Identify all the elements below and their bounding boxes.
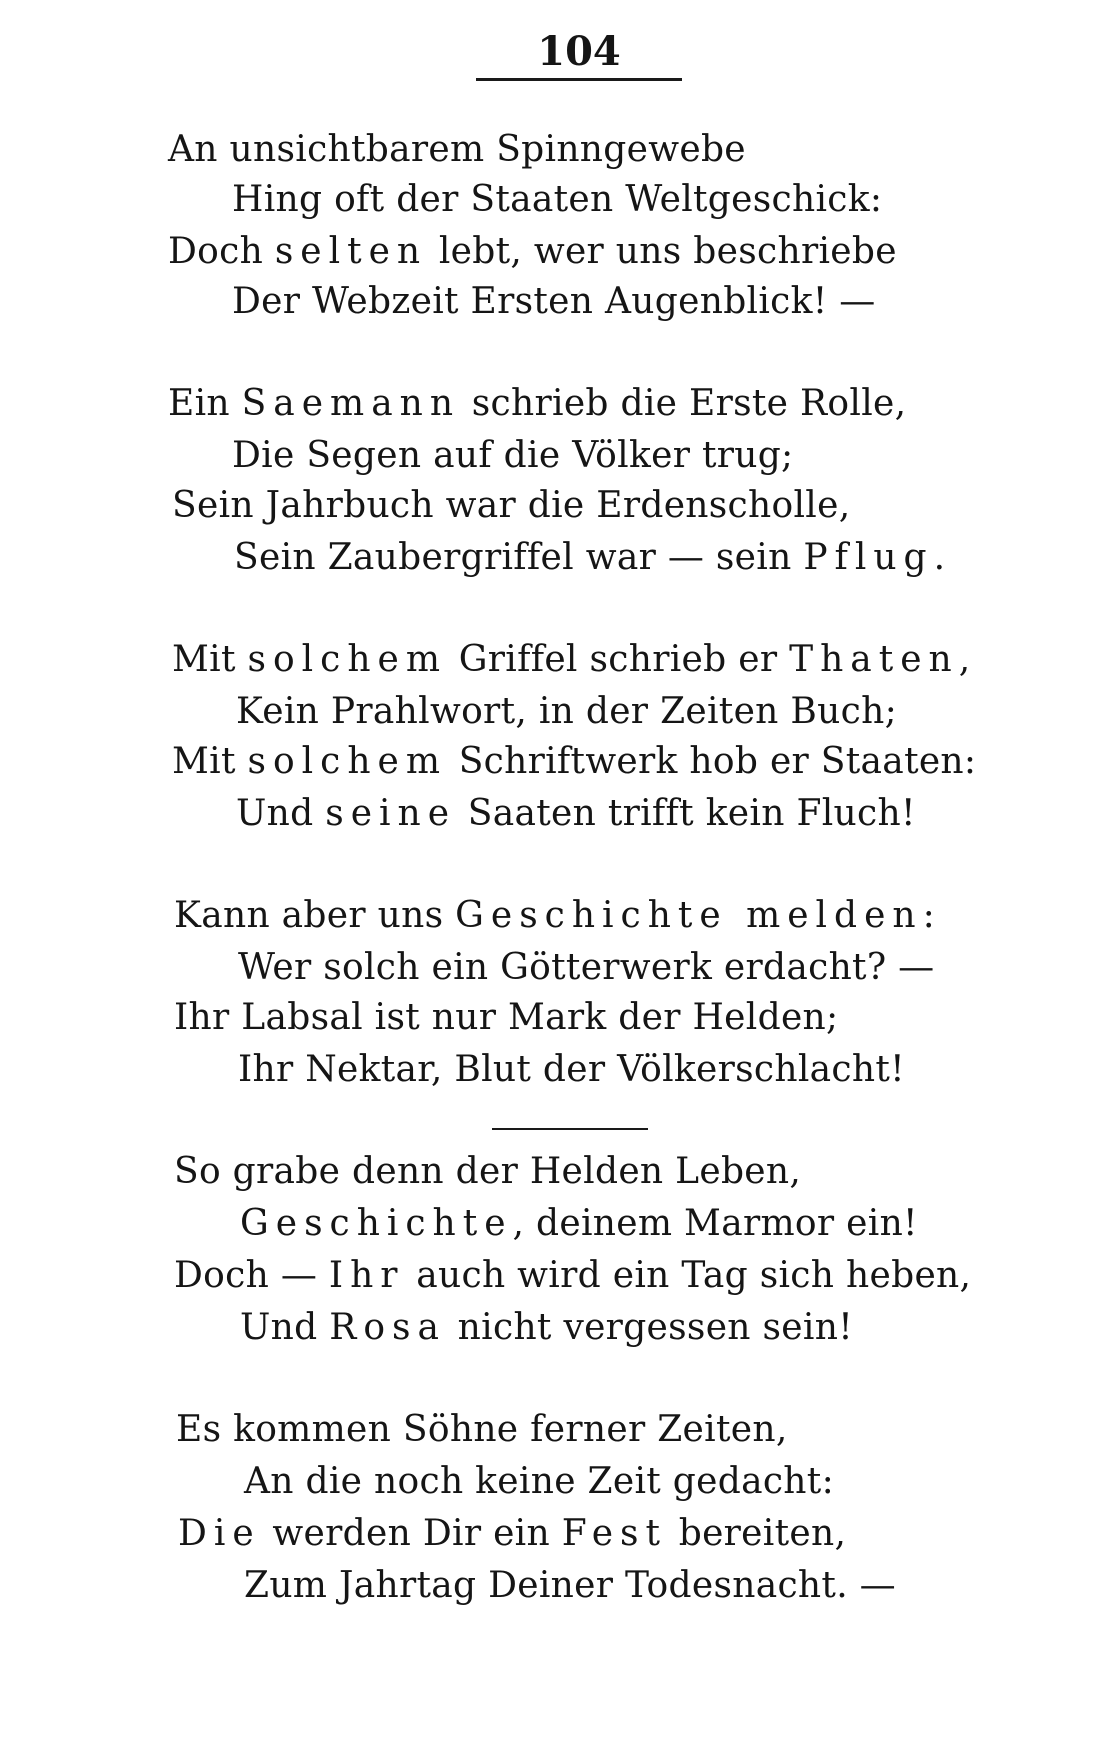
spaced-emphasis: Saemann <box>241 383 461 424</box>
header-rule <box>476 78 682 81</box>
verse-line: Mit solchem Schriftwerk hob er Staaten: <box>172 741 977 782</box>
verse-line: Wer solch ein Götterwerk erdacht? — <box>238 947 935 988</box>
verse-line: Ein Saemann schrieb die Erste Rolle, <box>168 383 907 424</box>
section-divider <box>492 1128 648 1130</box>
spaced-emphasis: seine <box>325 793 457 834</box>
spaced-emphasis: Pflug <box>803 537 934 578</box>
verse-line: Die Segen auf die Völker trug; <box>232 435 794 476</box>
verse-line: Die werden Dir ein Fest bereiten, <box>178 1513 847 1554</box>
verse-line: Ihr Nektar, Blut der Völkerschlacht! <box>238 1049 905 1090</box>
spaced-emphasis: Geschichte <box>240 1203 513 1244</box>
verse-line: Der Webzeit Ersten Augenblick! — <box>232 281 876 322</box>
verse-line: Doch selten lebt, wer uns beschriebe <box>168 231 897 272</box>
verse-line: An unsichtbarem Spinngewebe <box>168 129 746 170</box>
verse-line: Geschichte, deinem Marmor ein! <box>240 1203 918 1244</box>
spaced-emphasis: Rosa <box>329 1307 446 1348</box>
spaced-emphasis: Die <box>178 1513 261 1554</box>
verse-line: Zum Jahrtag Deiner Todesnacht. — <box>244 1565 896 1606</box>
spaced-emphasis: Thaten <box>789 639 959 680</box>
spaced-emphasis: Fest <box>561 1513 667 1554</box>
spaced-emphasis: selten <box>274 231 428 272</box>
spaced-emphasis: Ihr <box>328 1255 405 1296</box>
verse-line: Sein Jahrbuch war die Erdenscholle, <box>172 485 851 526</box>
spaced-emphasis: Geschichte melden <box>455 895 923 936</box>
verse-line: Es kommen Söhne ferner Zeiten, <box>176 1409 788 1450</box>
verse-line: Hing oft der Staaten Weltgeschick: <box>232 179 883 220</box>
verse-line: Kein Prahlwort, in der Zeiten Buch; <box>236 691 898 732</box>
verse-line: Mit solchem Griffel schrieb er Thaten, <box>172 639 971 680</box>
verse-line: Doch — Ihr auch wird ein Tag sich heben, <box>174 1255 972 1296</box>
spaced-emphasis: solchem <box>247 639 447 680</box>
verse-line: Ihr Labsal ist nur Mark der Helden; <box>174 997 839 1038</box>
verse-line: Und Rosa nicht vergessen sein! <box>240 1307 853 1348</box>
page-number: 104 <box>537 28 621 75</box>
verse-line: An die noch keine Zeit gedacht: <box>244 1461 834 1502</box>
verse-line: So grabe denn der Helden Leben, <box>174 1151 802 1192</box>
spaced-emphasis: solchem <box>247 741 447 782</box>
verse-line: Sein Zaubergriffel war — sein Pflug. <box>234 537 946 578</box>
verse-line: Kann aber uns Geschichte melden: <box>174 895 936 936</box>
verse-line: Und seine Saaten trifft kein Fluch! <box>236 793 916 834</box>
